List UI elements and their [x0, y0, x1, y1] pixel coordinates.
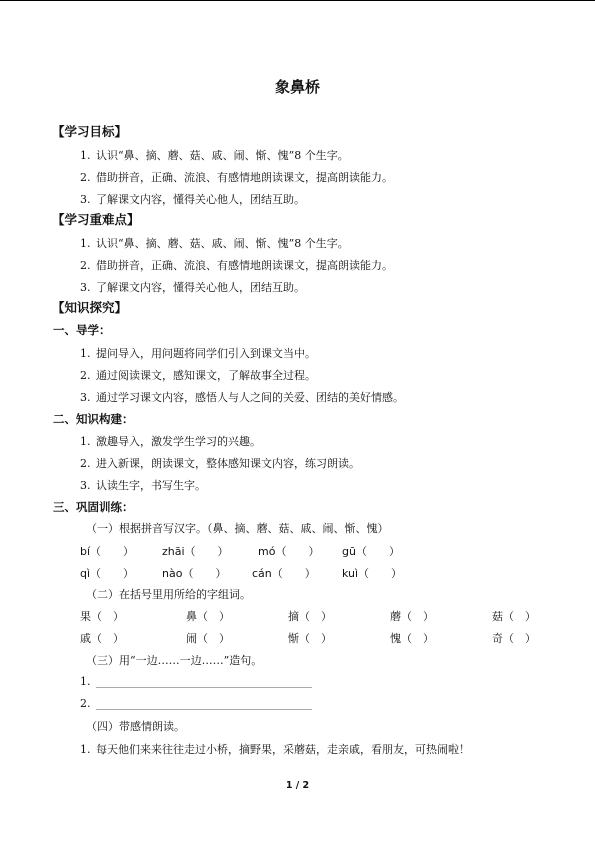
build-item-1: 1. 激趣导入，激发学生学习的兴趣。	[80, 435, 261, 448]
guide-item-2: 2. 通过阅读课文，感知课文，了解故事全过程。	[80, 369, 316, 382]
practice-part-2: （二）在括号里用所给的字组词。	[86, 588, 251, 601]
word-gu: 菇（ ）	[492, 610, 536, 623]
pinyin-bi: bí（ ）	[80, 545, 135, 558]
guide-item-3: 3. 通过学习课文内容，感悟人与人之间的关爱、团结的美好情感。	[80, 391, 404, 404]
build-item-3: 3. 认读生字，书写生字。	[80, 479, 206, 492]
pinyin-zhai: zhāi（ ）	[162, 545, 229, 558]
explore-heading: 【知识探究】	[52, 300, 128, 315]
goal-item-1: 1. 认识“鼻、摘、蘑、菇、戚、闹、惭、愧”8 个生字。	[80, 149, 349, 162]
sentence-num-1: 1.	[80, 675, 91, 688]
pinyin-gu: gū（ ）	[342, 545, 400, 558]
word-nao: 闹（ ）	[186, 632, 230, 645]
goals-heading: 【学习目标】	[52, 124, 128, 139]
key-point-item-3: 3. 了解课文内容，懂得关心他人，团结互助。	[80, 281, 305, 294]
guide-heading: 一、导学：	[53, 323, 111, 337]
goal-item-3: 3. 了解课文内容，懂得关心他人，团结互助。	[80, 193, 305, 206]
goal-item-2: 2. 借助拼音，正确、流浪、有感情地朗读课文，提高朗读能力。	[80, 171, 393, 184]
build-heading: 二、知识构建：	[53, 412, 134, 426]
sentence-line-1[interactable]	[96, 687, 312, 688]
word-kui: 愧（ ）	[390, 632, 434, 645]
pinyin-kui: kuì（ ）	[342, 567, 403, 580]
key-point-item-1: 1. 认识“鼻、摘、蘑、菇、戚、闹、惭、愧”8 个生字。	[80, 237, 349, 250]
word-bi: 鼻（ ）	[186, 610, 230, 623]
page-title: 象鼻桥	[274, 78, 320, 96]
page-number: 1 / 2	[285, 780, 310, 791]
word-qi: 戚（ ）	[80, 632, 124, 645]
word-zhai: 摘（ ）	[288, 610, 332, 623]
sentence-line-2[interactable]	[96, 709, 312, 710]
word-qi2: 奇（ ）	[492, 632, 536, 645]
key-points-heading: 【学习重难点】	[52, 212, 140, 227]
key-point-item-2: 2. 借助拼音，正确、流浪、有感情地朗读课文，提高朗读能力。	[80, 259, 393, 272]
pinyin-mo: mó（ ）	[258, 545, 320, 558]
reading-item-1: 1. 每天他们来来往往走过小桥，摘野果，采蘑菇，走亲戚，看朋友，可热闹啦！	[80, 743, 470, 756]
top-rule	[0, 0, 595, 1]
practice-heading: 三、巩固训练：	[53, 500, 134, 514]
build-item-2: 2. 进入新课，朗读课文，整体感知课文内容，练习朗读。	[80, 457, 360, 470]
guide-item-1: 1. 提问导入，用问题将同学们引入到课文当中。	[80, 347, 316, 360]
pinyin-qi: qì（ ）	[80, 567, 135, 580]
practice-part-3: （三）用“一边……一边……”造句。	[86, 654, 263, 667]
word-guo: 果（ ）	[80, 610, 124, 623]
word-mo: 蘑（ ）	[390, 610, 434, 623]
practice-part-4: （四）带感情朗读。	[86, 720, 185, 733]
practice-part-1: （一）根据拼音写汉字。（鼻、摘、蘑、菇、戚、闹、惭、愧）	[86, 522, 389, 535]
sentence-num-2: 2.	[80, 697, 91, 710]
word-can: 惭（ ）	[288, 632, 332, 645]
pinyin-can: cán（ ）	[252, 567, 316, 580]
pinyin-nao: nào（ ）	[162, 567, 227, 580]
